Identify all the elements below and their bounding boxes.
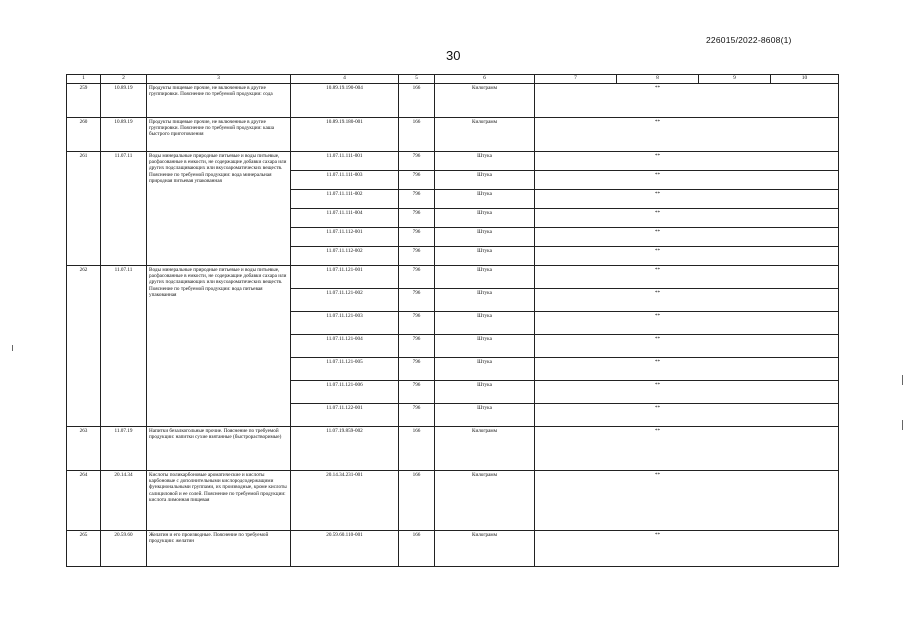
empty-cell [699, 266, 771, 289]
ktru-code-cell: 11.07.11.121-001 [291, 266, 399, 289]
empty-cell [771, 289, 839, 312]
ktru-code-cell: 11.07.11.111-003 [291, 171, 399, 190]
empty-cell [699, 381, 771, 404]
empty-cell [771, 209, 839, 228]
mark-cell: ** [617, 289, 699, 312]
row-number-cell: 261 [67, 152, 101, 266]
ktru-code-cell: 20.59.60.110-001 [291, 531, 399, 567]
empty-cell [535, 404, 617, 427]
column-header: 3 [147, 75, 291, 84]
ktru-code-cell: 11.07.11.121-005 [291, 358, 399, 381]
empty-cell [771, 190, 839, 209]
okei-code-cell: 796 [399, 228, 435, 247]
unit-cell: Штука [435, 289, 535, 312]
document-number: 226015/2022-8608(1) [706, 35, 792, 45]
empty-cell [771, 471, 839, 531]
empty-cell [535, 171, 617, 190]
column-header: 2 [101, 75, 147, 84]
ktru-code-cell: 20.14.34.231-001 [291, 471, 399, 531]
empty-cell [699, 358, 771, 381]
empty-cell [535, 289, 617, 312]
empty-cell [699, 247, 771, 266]
empty-cell [699, 312, 771, 335]
product-name-cell: Продукты пищевые прочие, не включенные в другие группировки. Пояснение по требуемой продукции: каша быстрого приготовления [147, 118, 291, 152]
table-row [67, 84, 839, 118]
mark-cell: ** [617, 247, 699, 266]
okpd-code-cell: 11.07.19 [101, 427, 147, 471]
column-header: 6 [435, 75, 535, 84]
empty-cell [699, 228, 771, 247]
column-header: 4 [291, 75, 399, 84]
ktru-code-cell: 11.07.11.121-003 [291, 312, 399, 335]
okpd-code-cell: 11.07.11 [101, 152, 147, 266]
empty-cell [771, 381, 839, 404]
mark-cell: ** [617, 471, 699, 531]
empty-cell [699, 118, 771, 152]
empty-cell [771, 247, 839, 266]
product-name-cell: Желатин и его производные. Пояснение по требуемой продукции: желатин [147, 531, 291, 567]
okei-code-cell: 796 [399, 266, 435, 289]
mark-cell: ** [617, 266, 699, 289]
unit-cell: Штука [435, 190, 535, 209]
okei-code-cell: 796 [399, 312, 435, 335]
product-name-cell: Кислоты поликарбоновые ароматические и кислоты карбоновые с дополнительными кислородсодержащими функциональными группами, их производные, кроме кислоты салициловой и ее солей. Пояснение по требуемой продукции: кислота лимонная пищевая [147, 471, 291, 531]
ktru-code-cell: 11.07.11.111-004 [291, 209, 399, 228]
okei-code-cell: 796 [399, 335, 435, 358]
row-number-cell: 262 [67, 266, 101, 427]
ktru-code-cell: 11.07.19.859-002 [291, 427, 399, 471]
table-row [67, 152, 839, 171]
empty-cell [771, 312, 839, 335]
unit-cell: Килограмм [435, 84, 535, 118]
scan-mark [12, 345, 13, 351]
unit-cell: Штука [435, 358, 535, 381]
mark-cell: ** [617, 427, 699, 471]
mark-cell: ** [617, 358, 699, 381]
empty-cell [699, 404, 771, 427]
empty-cell [699, 471, 771, 531]
empty-cell [699, 171, 771, 190]
row-number-cell: 263 [67, 427, 101, 471]
mark-cell: ** [617, 531, 699, 567]
empty-cell [535, 209, 617, 228]
unit-cell: Штука [435, 209, 535, 228]
empty-cell [535, 190, 617, 209]
unit-cell: Штука [435, 228, 535, 247]
okei-code-cell: 796 [399, 171, 435, 190]
unit-cell: Штука [435, 266, 535, 289]
empty-cell [535, 471, 617, 531]
table-row [67, 471, 839, 531]
unit-cell: Штука [435, 335, 535, 358]
mark-cell: ** [617, 335, 699, 358]
unit-cell: Килограмм [435, 427, 535, 471]
table-row [67, 266, 839, 289]
product-name-cell: Воды минеральные природные питьевые и воды питьевые, расфасованные в емкости, не содержащие добавки сахара или других подслащивающих или вкусоароматических веществ. Пояснение по требуемой продукции: вода минеральная природная питьевая упакованная [147, 152, 291, 266]
empty-cell [535, 228, 617, 247]
column-header-row [67, 75, 839, 84]
empty-cell [535, 531, 617, 567]
empty-cell [699, 335, 771, 358]
empty-cell [535, 335, 617, 358]
empty-cell [535, 427, 617, 471]
scan-mark [902, 375, 903, 385]
column-header: 8 [617, 75, 699, 84]
okei-code-cell: 796 [399, 381, 435, 404]
okpd-code-cell: 11.07.11 [101, 266, 147, 427]
okei-code-cell: 166 [399, 84, 435, 118]
empty-cell [771, 335, 839, 358]
okei-code-cell: 166 [399, 427, 435, 471]
okei-code-cell: 796 [399, 190, 435, 209]
mark-cell: ** [617, 228, 699, 247]
mark-cell: ** [617, 404, 699, 427]
unit-cell: Штука [435, 404, 535, 427]
ktru-code-cell: 10.89.19.190-004 [291, 84, 399, 118]
ktru-code-cell: 11.07.11.121-002 [291, 289, 399, 312]
row-number-cell: 265 [67, 531, 101, 567]
column-header: 7 [535, 75, 617, 84]
okpd-code-cell: 10.89.19 [101, 84, 147, 118]
column-header: 1 [67, 75, 101, 84]
mark-cell: ** [617, 381, 699, 404]
okpd-code-cell: 10.89.19 [101, 118, 147, 152]
empty-cell [699, 152, 771, 171]
empty-cell [535, 266, 617, 289]
okei-code-cell: 166 [399, 118, 435, 152]
empty-cell [771, 266, 839, 289]
ktru-code-cell: 10.89.19.180-001 [291, 118, 399, 152]
product-name-cell: Напитки безалкогольные прочие. Пояснение по требуемой продукции: напитки сухие взятанные (быстрорастворимые) [147, 427, 291, 471]
ktru-code-cell: 11.07.11.121-006 [291, 381, 399, 404]
empty-cell [699, 427, 771, 471]
okei-code-cell: 796 [399, 247, 435, 266]
column-header: 10 [771, 75, 839, 84]
row-number-cell: 264 [67, 471, 101, 531]
okpd-code-cell: 20.59.60 [101, 531, 147, 567]
empty-cell [771, 427, 839, 471]
mark-cell: ** [617, 312, 699, 335]
procurement-table [66, 74, 839, 567]
mark-cell: ** [617, 118, 699, 152]
mark-cell: ** [617, 209, 699, 228]
unit-cell: Килограмм [435, 118, 535, 152]
okei-code-cell: 796 [399, 209, 435, 228]
empty-cell [771, 404, 839, 427]
table-row [67, 118, 839, 152]
ktru-code-cell: 11.07.11.121-004 [291, 335, 399, 358]
okei-code-cell: 796 [399, 358, 435, 381]
okei-code-cell: 796 [399, 152, 435, 171]
empty-cell [771, 531, 839, 567]
mark-cell: ** [617, 84, 699, 118]
unit-cell: Штука [435, 247, 535, 266]
okei-code-cell: 166 [399, 531, 435, 567]
okpd-code-cell: 20.14.34 [101, 471, 147, 531]
unit-cell: Килограмм [435, 471, 535, 531]
empty-cell [699, 531, 771, 567]
product-name-cell: Воды минеральные природные питьевые и воды питьевые, расфасованные в емкости, не содержащие добавки сахара или других подслащивающих или вкусоароматических веществ. Пояснение по требуемой продукции: вода питьевая упакованная [147, 266, 291, 427]
empty-cell [535, 84, 617, 118]
ktru-code-cell: 11.07.11.112-002 [291, 247, 399, 266]
empty-cell [699, 84, 771, 118]
unit-cell: Штука [435, 152, 535, 171]
mark-cell: ** [617, 152, 699, 171]
page-number: 30 [446, 48, 461, 63]
ktru-code-cell: 11.07.11.111-001 [291, 152, 399, 171]
empty-cell [535, 152, 617, 171]
empty-cell [535, 358, 617, 381]
empty-cell [535, 312, 617, 335]
okei-code-cell: 796 [399, 404, 435, 427]
ktru-code-cell: 11.07.11.111-002 [291, 190, 399, 209]
product-name-cell: Продукты пищевые прочие, не включенные в другие группировки. Пояснение по требуемой продукции: сода [147, 84, 291, 118]
empty-cell [699, 289, 771, 312]
empty-cell [535, 118, 617, 152]
column-header: 5 [399, 75, 435, 84]
table-row [67, 531, 839, 567]
row-number-cell: 259 [67, 84, 101, 118]
unit-cell: Штука [435, 312, 535, 335]
empty-cell [771, 84, 839, 118]
ktru-code-cell: 11.07.11.122-001 [291, 404, 399, 427]
okei-code-cell: 796 [399, 289, 435, 312]
unit-cell: Штука [435, 171, 535, 190]
unit-cell: Килограмм [435, 531, 535, 567]
mark-cell: ** [617, 171, 699, 190]
okei-code-cell: 166 [399, 471, 435, 531]
empty-cell [535, 247, 617, 266]
scan-mark [902, 420, 903, 430]
empty-cell [771, 118, 839, 152]
column-header: 9 [699, 75, 771, 84]
row-number-cell: 260 [67, 118, 101, 152]
empty-cell [771, 152, 839, 171]
empty-cell [771, 171, 839, 190]
ktru-code-cell: 11.07.11.112-001 [291, 228, 399, 247]
empty-cell [771, 228, 839, 247]
empty-cell [699, 190, 771, 209]
table-row [67, 427, 839, 471]
mark-cell: ** [617, 190, 699, 209]
empty-cell [771, 358, 839, 381]
empty-cell [535, 381, 617, 404]
unit-cell: Штука [435, 381, 535, 404]
empty-cell [699, 209, 771, 228]
